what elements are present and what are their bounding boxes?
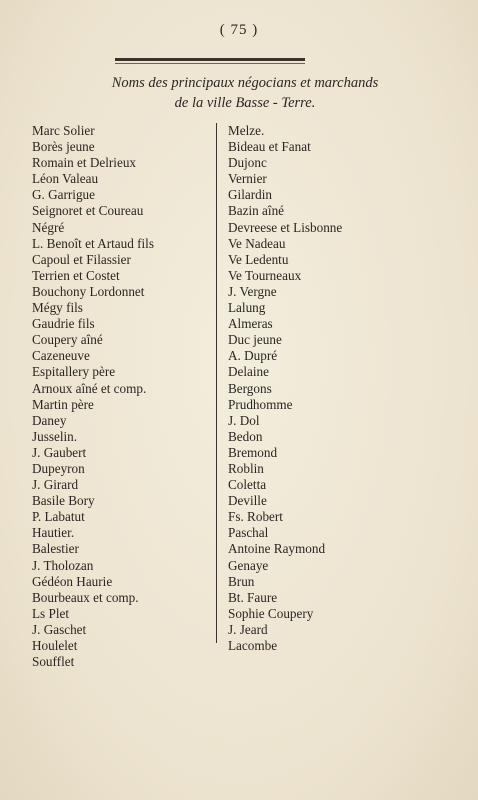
right-column-entry: Genaye (228, 557, 269, 573)
right-column-entry: Bazin aîné (228, 203, 285, 219)
left-column-entry: Mégy fils (32, 300, 83, 316)
right-column-entry: Melze. (228, 123, 265, 138)
left-column-entry: Cazeneuve (32, 348, 90, 364)
right-column-entry: J. Vergne (228, 283, 277, 299)
right-column-entry: Dujonc (228, 155, 267, 171)
right-column-entry: Vernier (228, 171, 267, 187)
left-column-entry: Dupeyron (32, 460, 85, 476)
right-column-entry: Devreese et Lisbonne (228, 219, 343, 235)
left-column-entry: Gaudrie fils (32, 316, 95, 332)
right-column-entry: Lalung (228, 300, 266, 316)
right-column-entry: Ve Ledentu (228, 251, 289, 267)
left-column-entry: Espitallery père (32, 364, 116, 380)
left-column-entry: Jusselin. (32, 428, 78, 444)
left-column-entry: Marc Solier (32, 123, 95, 138)
left-column-entry: Hautier. (32, 525, 75, 541)
right-column-entry: Bremond (228, 444, 278, 460)
left-column-entry: G. Garrigue (32, 187, 95, 203)
section-heading (20, 73, 470, 113)
right-column-entry: Delaine (228, 364, 270, 380)
left-name-column (32, 123, 212, 670)
right-column-entry: Paschal (228, 525, 269, 541)
left-column-entry: Houlelet (32, 638, 78, 653)
left-column-entry: Coupery aîné (32, 332, 103, 348)
right-column-entry: Bideau et Fanat (228, 139, 311, 155)
left-column-entry: Soufflet (32, 654, 75, 670)
right-column-entry: Antoine Raymond (228, 541, 326, 557)
left-column-entry: Basile Bory (32, 493, 95, 509)
left-column-entry: Gédéon Haurie (32, 573, 113, 589)
right-column-entry: Bedon (228, 428, 263, 444)
right-column-entry: Brun (228, 573, 255, 589)
right-column-entry: Sophie Coupery (228, 605, 314, 621)
left-column-entry: Seignoret et Coureau (32, 203, 144, 219)
left-column-entry: J. Girard (32, 477, 79, 493)
right-column-entry: Ve Nadeau (228, 235, 286, 251)
left-column-entry: Bouchony Lordonnet (32, 283, 145, 299)
right-column-entry: J. Jeard (228, 621, 268, 637)
right-column-entry: Almeras (228, 316, 273, 332)
right-column-entry: Gilardin (228, 187, 272, 203)
left-column-entry: Terrien et Costet (32, 267, 120, 283)
left-column-entry: Capoul et Filassier (32, 251, 131, 267)
decorative-rule-thin (115, 63, 305, 64)
right-column-entry: Fs. Robert (228, 509, 283, 525)
left-column-entry: Martin père (32, 396, 94, 412)
left-column-entry: Daney (32, 412, 67, 428)
left-column-entry: Arnoux aîné et comp. (32, 380, 147, 396)
right-column-entry: Coletta (228, 477, 267, 493)
right-column-entry: J. Dol (228, 412, 260, 428)
left-column-entry: Romain et Delrieux (32, 155, 137, 171)
left-column-entry: Balestier (32, 541, 79, 557)
right-column-entry: Duc jeune (228, 332, 282, 348)
column-divider (216, 123, 217, 643)
left-column-entry: J. Tholozan (32, 557, 94, 573)
left-column-entry: J. Gaubert (32, 444, 87, 460)
left-column-entry: P. Labatut (32, 509, 85, 525)
decorative-rule-thick (115, 58, 305, 61)
right-column-entry: Bergons (228, 380, 272, 396)
right-column-entry: A. Dupré (228, 348, 278, 364)
heading-line-2: de la ville Basse - Terre. (174, 95, 316, 111)
right-column-entry: Ve Tourneaux (228, 267, 302, 283)
right-column-entry: Bt. Faure (228, 589, 278, 605)
left-column-entry: L. Benoît et Artaud fils (32, 235, 154, 251)
right-column-entry: Lacombe (228, 638, 278, 653)
left-column-entry: Bourbeaux et comp. (32, 589, 139, 605)
left-column-entry: Ls Plet (32, 605, 69, 621)
right-column-entry: Prudhomme (228, 396, 293, 412)
heading-line-1: Noms des principaux négocians et marchands (111, 75, 379, 91)
left-column-entry: Négré (32, 219, 65, 235)
left-column-entry: Léon Valeau (32, 171, 99, 187)
right-column-entry: Roblin (228, 460, 264, 476)
left-column-entry: Borès jeune (32, 139, 95, 155)
page-number: ( 75 ) (219, 22, 259, 38)
right-name-column (228, 123, 458, 654)
left-column-entry: J. Gaschet (32, 621, 87, 637)
right-column-entry: Deville (228, 493, 267, 509)
